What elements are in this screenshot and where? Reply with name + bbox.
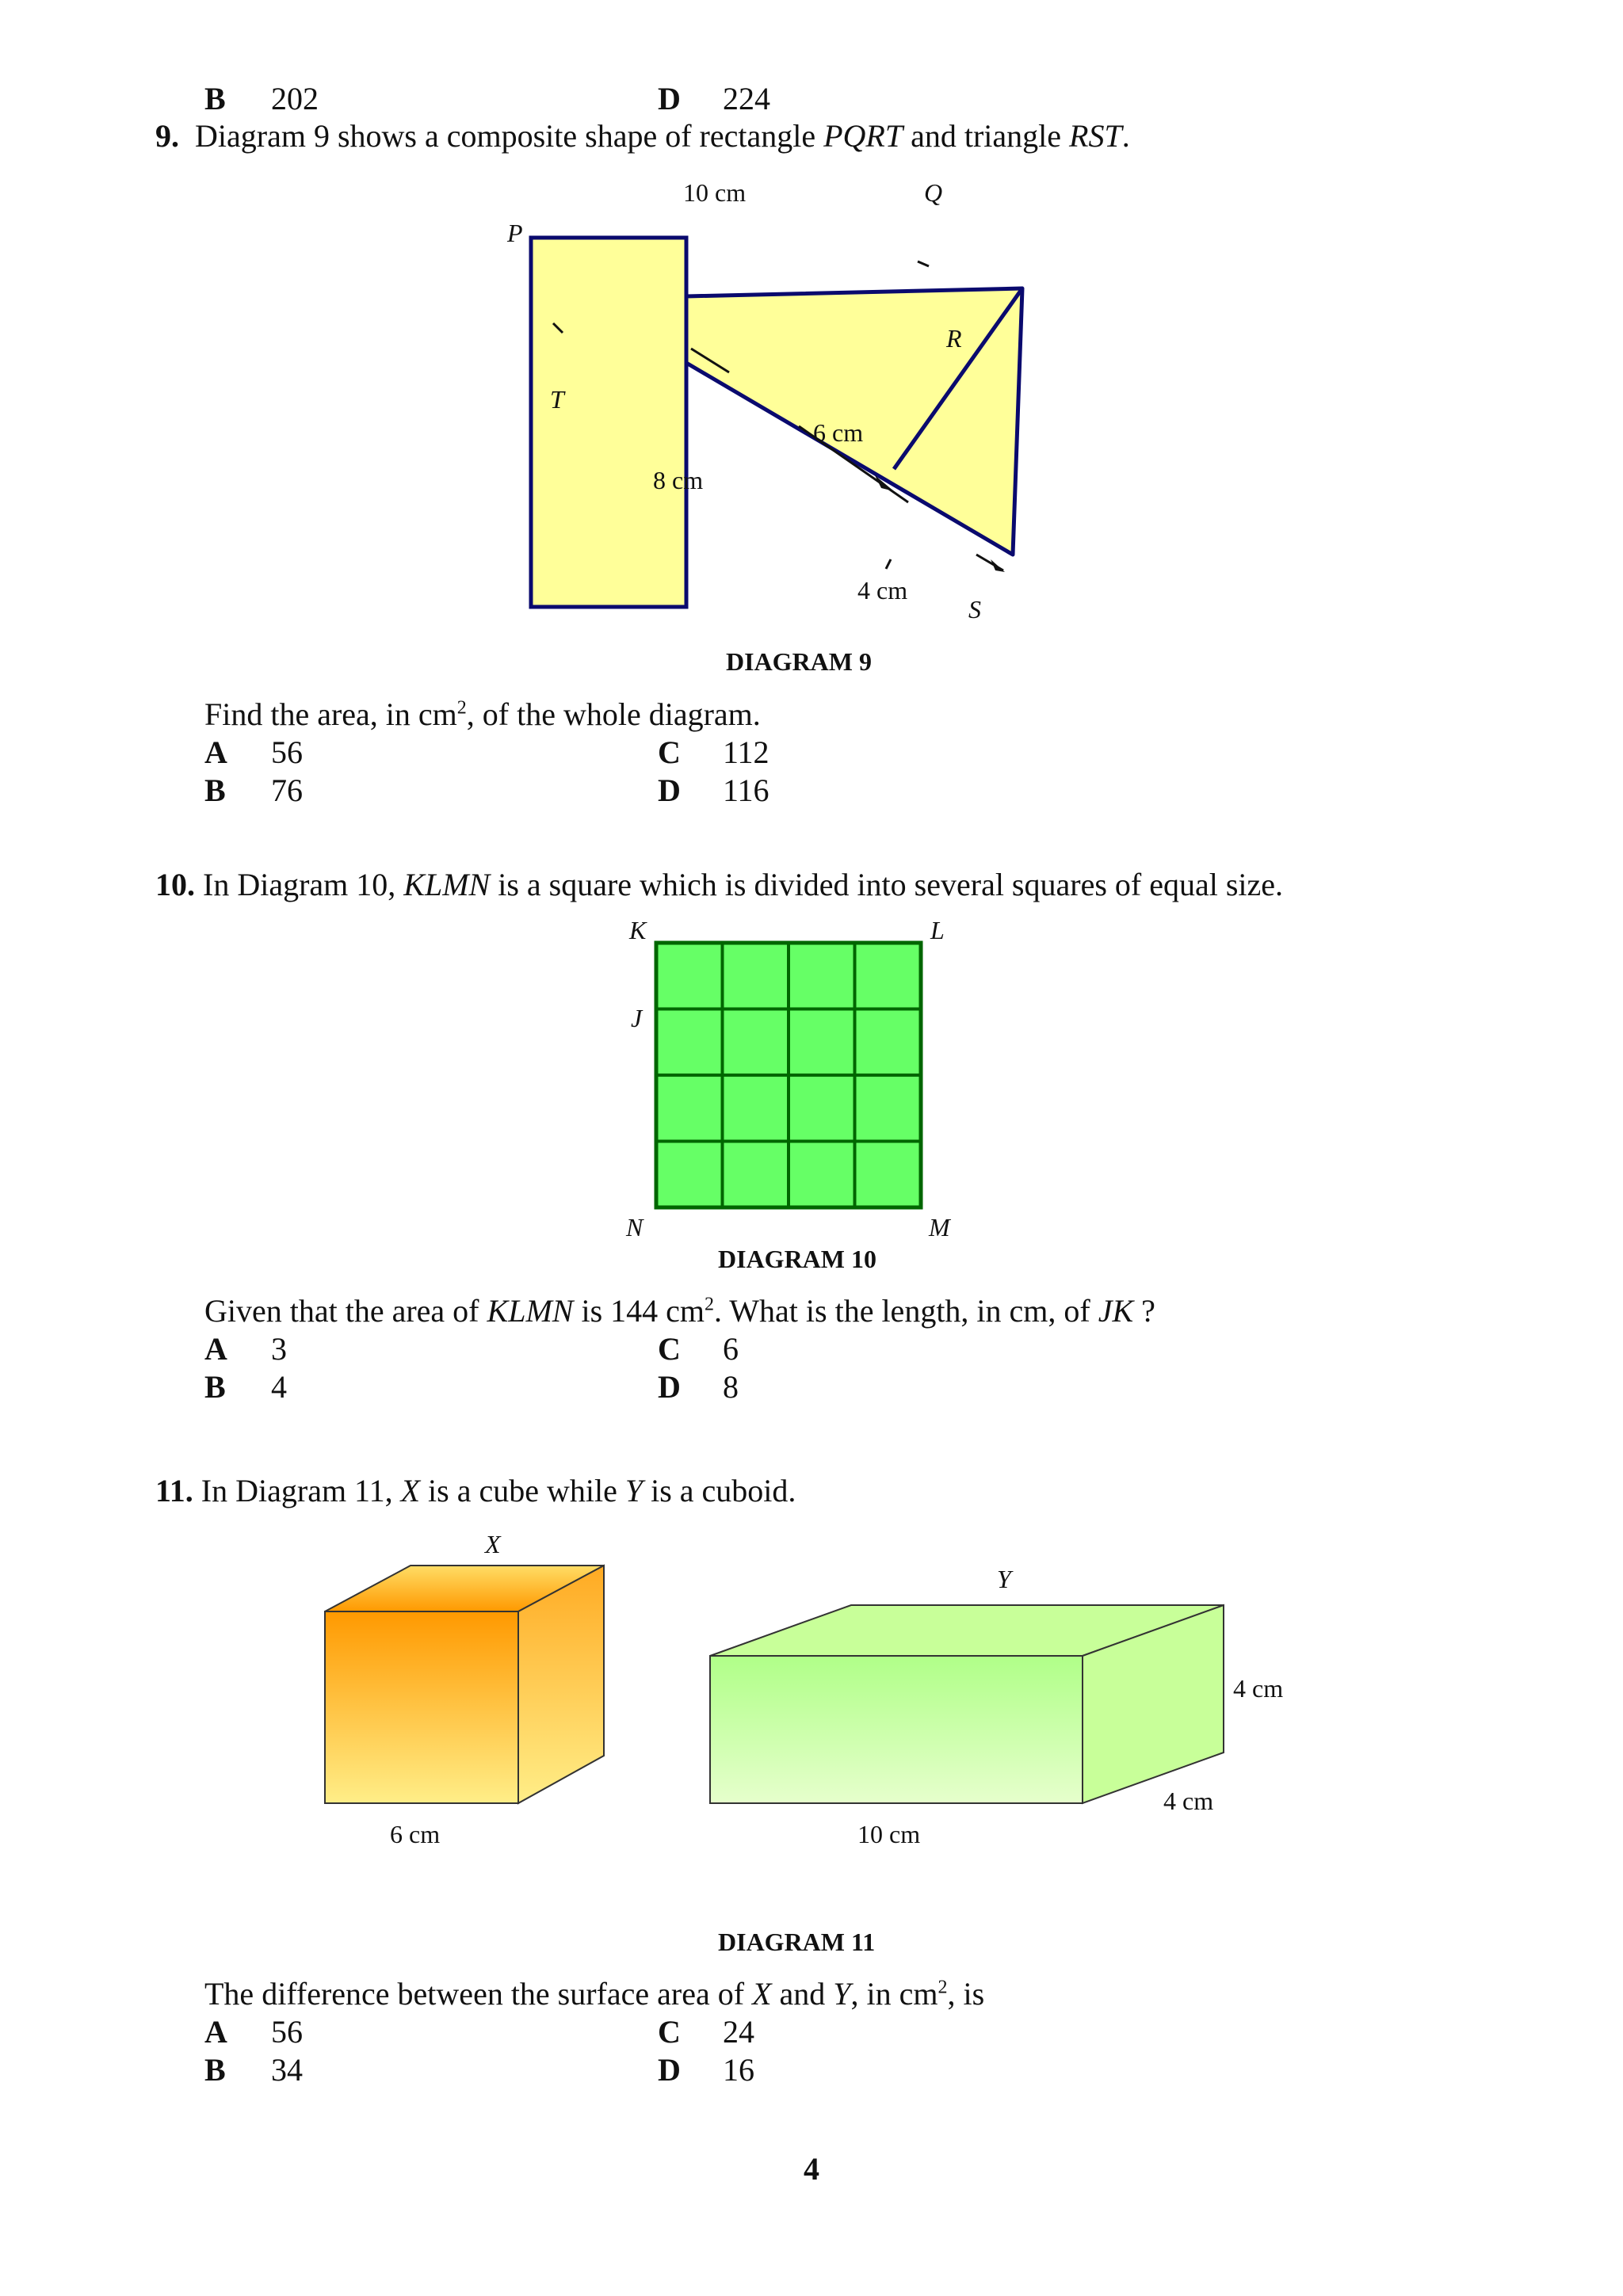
q9-stem-shape-1: PQRT bbox=[823, 118, 903, 154]
prev-option-b-letter: B bbox=[204, 81, 226, 116]
q10-question-sup: 2 bbox=[705, 1294, 714, 1315]
q9-question-text-b: , of the whole diagram. bbox=[466, 696, 761, 732]
q9-option-c-letter: C bbox=[658, 734, 681, 770]
q11-stem-text-a: In Diagram 11, bbox=[200, 1473, 401, 1508]
q9-stem-text-e: . bbox=[1121, 118, 1130, 154]
label-k: K bbox=[629, 916, 647, 944]
label-cuboid-height: 4 cm bbox=[1233, 1674, 1284, 1703]
label-cuboid-depth: 4 cm bbox=[1163, 1787, 1214, 1815]
label-y: Y bbox=[997, 1565, 1011, 1593]
cuboid-y-front bbox=[710, 1656, 1083, 1803]
q10-question-text-f: ? bbox=[1133, 1293, 1155, 1329]
q11-option-b-letter: B bbox=[204, 2052, 226, 2088]
label-l: L bbox=[930, 916, 945, 944]
q9-question-sup: 2 bbox=[456, 697, 467, 719]
label-cube-length: 6 cm bbox=[390, 1820, 441, 1848]
diagram-11-caption: DIAGRAM 11 bbox=[718, 1928, 876, 1956]
q11-option-c-value: 24 bbox=[723, 2014, 754, 2050]
label-s: S bbox=[968, 595, 981, 624]
q10-number: 10. bbox=[155, 867, 195, 902]
q11-number: 11. bbox=[155, 1473, 193, 1508]
label-m: M bbox=[929, 1213, 950, 1241]
q11-question-text-c: and bbox=[771, 1976, 834, 2012]
q9-option-b-letter: B bbox=[204, 772, 226, 808]
q11-option-b-value: 34 bbox=[271, 2052, 303, 2088]
prev-option-d-value: 224 bbox=[723, 81, 770, 116]
q9-option-a-value: 56 bbox=[271, 734, 303, 770]
q11-stem-text-e: is a cuboid. bbox=[643, 1473, 796, 1508]
q11-question-text-a: The difference between the surface area of bbox=[204, 1976, 753, 2012]
q11-question-sup: 2 bbox=[938, 1977, 948, 1998]
q11-option-d-letter: D bbox=[658, 2052, 681, 2088]
q9-option-d-letter: D bbox=[658, 772, 681, 808]
diagram-10-caption: DIAGRAM 10 bbox=[718, 1245, 876, 1273]
q10-stem-shape: KLMN bbox=[403, 867, 491, 902]
prev-option-d-letter: D bbox=[658, 81, 681, 116]
q11-stem-x: X bbox=[400, 1473, 421, 1508]
q10-option-b-value: 4 bbox=[271, 1369, 287, 1405]
label-8cm: 8 cm bbox=[653, 466, 704, 494]
label-10cm: 10 cm bbox=[683, 178, 747, 207]
q11-question-y: Y bbox=[833, 1976, 851, 2012]
prev-option-b-value: 202 bbox=[271, 81, 319, 116]
q10-option-a-value: 3 bbox=[271, 1331, 287, 1367]
label-p: P bbox=[507, 219, 523, 247]
page-number: 4 bbox=[804, 2151, 819, 2187]
q11-option-c-letter: C bbox=[658, 2014, 681, 2050]
label-n: N bbox=[626, 1213, 643, 1241]
q10-stem-text-a: In Diagram 10, bbox=[203, 867, 404, 902]
q10-option-a-letter: A bbox=[204, 1331, 227, 1367]
q10-option-d-letter: D bbox=[658, 1369, 681, 1405]
label-t: T bbox=[550, 385, 564, 414]
q10-question-text-d: . What is the length, in cm, of bbox=[714, 1293, 1098, 1329]
q11-question-text-f: , is bbox=[947, 1976, 985, 2012]
label-r: R bbox=[946, 324, 962, 353]
q11-option-a-value: 56 bbox=[271, 2014, 303, 2050]
q11-stem-text-c: is a cube while bbox=[420, 1473, 625, 1508]
q10-option-c-value: 6 bbox=[723, 1331, 739, 1367]
label-cuboid-length: 10 cm bbox=[857, 1820, 921, 1848]
q11-option-a-letter: A bbox=[204, 2014, 227, 2050]
q10-stem-text-c: is a square which is divided into several squares of equal size. bbox=[490, 867, 1284, 902]
q9-number: 9. bbox=[155, 118, 179, 154]
q10-question-text-c: is 144 cm bbox=[573, 1293, 705, 1329]
label-4cm: 4 cm bbox=[857, 576, 908, 605]
q9-option-b-value: 76 bbox=[271, 772, 303, 808]
cube-x-front bbox=[325, 1611, 518, 1803]
q10-option-c-letter: C bbox=[658, 1331, 681, 1367]
q11-question-x: X bbox=[752, 1976, 772, 2012]
diagram-9-caption: DIAGRAM 9 bbox=[726, 647, 872, 676]
q11-option-d-value: 16 bbox=[723, 2052, 754, 2088]
q10-question-shape: KLMN bbox=[487, 1293, 574, 1329]
q10-option-d-value: 8 bbox=[723, 1369, 739, 1405]
q10-option-b-letter: B bbox=[204, 1369, 226, 1405]
q9-question-text-a: Find the area, in cm bbox=[204, 696, 457, 732]
label-x: X bbox=[485, 1530, 501, 1558]
q9-option-a-letter: A bbox=[204, 734, 227, 770]
q11-question-text-e: , in cm bbox=[850, 1976, 938, 2012]
q11-stem-y: Y bbox=[624, 1473, 643, 1508]
label-6cm: 6 cm bbox=[813, 418, 864, 447]
label-j: J bbox=[631, 1004, 643, 1032]
q9-stem-text-c: and triangle bbox=[903, 118, 1070, 154]
q11-question bbox=[204, 1978, 984, 2010]
q9-stem-shape-2: RST bbox=[1069, 118, 1122, 154]
q10-question-text-a: Given that the area of bbox=[204, 1293, 487, 1329]
q9-option-d-value: 116 bbox=[723, 772, 769, 808]
label-q: Q bbox=[924, 178, 943, 207]
q10-question-segment: JK bbox=[1098, 1293, 1134, 1329]
q9-option-c-value: 112 bbox=[723, 734, 769, 770]
q9-stem-text-a: Diagram 9 shows a composite shape of rectangle bbox=[195, 118, 824, 154]
